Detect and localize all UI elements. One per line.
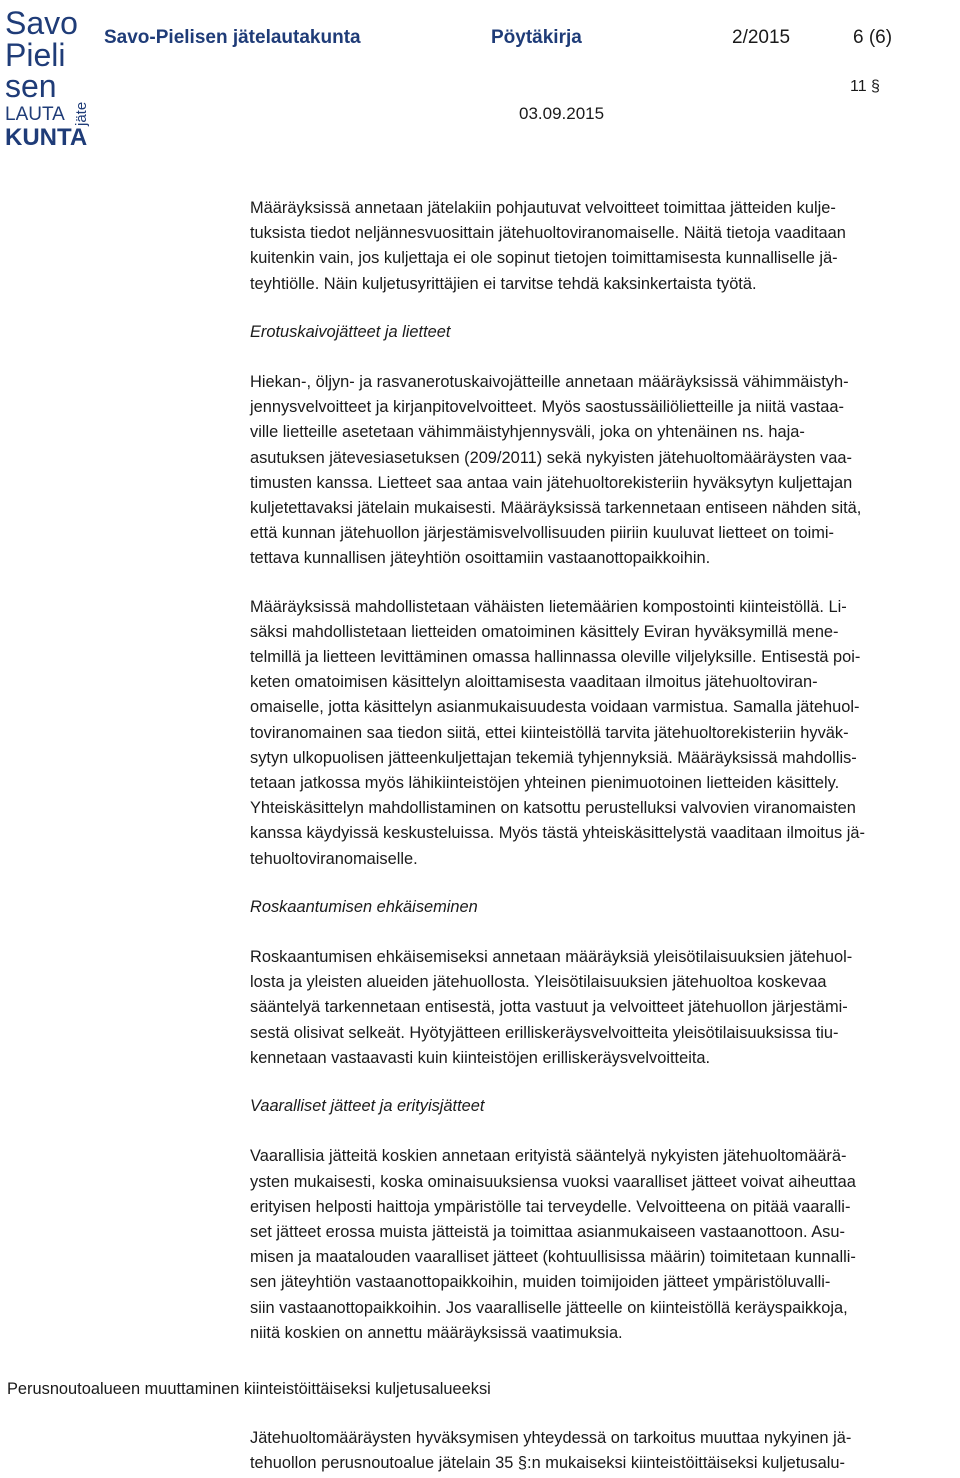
text-line: asutuksen jätevesiasetuksen (209/2011) sekä nykyisten jätehuoltomääräysten vaa- xyxy=(250,448,852,467)
text-line: tetaan jatkossa myös lähikiinteistöjen yhteinen pienimuotoinen lietteiden käsittely. xyxy=(250,774,840,793)
header-document-number: 2/2015 xyxy=(732,27,791,48)
paragraph-kompostointi xyxy=(250,595,953,872)
savo-pielisen-jate-logo xyxy=(4,4,90,150)
section-title-perusnoutoalue: Perusnoutoalueen muuttaminen kiinteistöittäiseksi kuljetusalueeksi xyxy=(7,1380,491,1398)
text-line: timusten kanssa. Lietteet saa antaa vain jätehuoltorekisteriin hyväksytyn kuljettajan xyxy=(250,473,853,492)
text-line: toviranomainen saa tiedon siitä, ettei kiinteistöllä tarvita jätehuoltorekisteriin hyväk- xyxy=(250,723,849,742)
heading-vaaralliset-jatteet: Vaaralliset jätteet ja erityisjätteet xyxy=(250,1097,485,1116)
paragraph-reporting xyxy=(250,196,953,297)
text-line: Vaarallisia jätteitä koskien annetaan erityistä sääntelyä nykyisten jätehuoltomäärä- xyxy=(250,1147,847,1166)
text-line: kuitenkin vain, jos kuljettaja ei ole sopinut tietojen toimittamisesta kunnalliselle jä- xyxy=(250,249,838,268)
text-line: sääntelyä tarkennetaan entisestä, jotta vastuut ja velvoitteet jätehuollon järjestämi- xyxy=(250,998,848,1017)
logo-line-pieli: Pieli xyxy=(5,37,66,73)
logo-line-jate: jäte xyxy=(73,101,90,126)
text-line: Roskaantumisen ehkäisemiseksi annetaan määräyksiä yleisötilaisuuksien jätehuol- xyxy=(250,948,853,967)
logo-line-lauta: LAUTA xyxy=(5,104,65,125)
document-body xyxy=(250,196,953,1369)
header-organization: Savo-Pielisen jätelautakunta xyxy=(104,27,361,48)
text-line: sytyn ulkopuolisen jätteenkuljettajan tekemiä tyhjennyksiä. Määräyksissä mahdollis- xyxy=(250,748,857,767)
text-line: teyhtiölle. Näin kuljetusyrittäjien ei tarvitse tehdä kaksinkertaista työtä. xyxy=(250,274,757,293)
logo-line-kunta: KUNTA xyxy=(5,124,88,150)
text-line: sen jäteyhtiön vastaanottopaikkoihin, muiden toimijoiden jätteet ympäristöluvalli- xyxy=(250,1273,831,1292)
header-date: 03.09.2015 xyxy=(519,104,605,123)
text-line: tehuollon perusnoutoalue jätelain 35 §:n mukaiseksi kiinteistöittäiseksi kuljetusalu- xyxy=(250,1454,845,1473)
header-page-number: 6 (6) xyxy=(853,27,893,48)
text-line: jennysvelvoitteet ja kirjanpitovelvoitteet. Myös saostussäiliölietteille ja niitä vastaa- xyxy=(250,398,844,417)
text-line: siin vastaanottopaikkoihin. Jos vaaralliselle jätteelle on kiinteistöllä keräyspaikkoja, xyxy=(250,1298,848,1317)
paragraph-vaaralliset-jatteet xyxy=(250,1144,953,1346)
heading-roskaantuminen: Roskaantumisen ehkäiseminen xyxy=(250,897,478,916)
text-line: Määräyksissä annetaan jätelakiin pohjautuvat velvoitteet toimittaa jätteiden kulje- xyxy=(250,199,836,217)
logo-line-sen: sen xyxy=(5,68,57,104)
text-line: misen ja maatalouden vaaralliset jätteet (kohtuullisissa määrin) toimitetaan kunnalli- xyxy=(250,1248,856,1267)
text-line: ysten mukaisesti, koska ominaisuuksiensa vuoksi vaaralliset jätteet voivat aiheuttaa xyxy=(250,1172,856,1191)
logo-line-savo: Savo xyxy=(5,5,78,41)
paragraph-perusnoutoalue xyxy=(250,1426,953,1476)
paragraph-roskaantuminen xyxy=(250,945,953,1071)
text-line: tuksista tiedot neljännesvuosittain jätehuoltoviranomaiselle. Näitä tietoja vaaditaan xyxy=(250,224,846,243)
text-line: kanssa käydyissä keskusteluissa. Myös tästä yhteiskäsittelystä vaaditaan ilmoitus jä- xyxy=(250,824,865,843)
text-line: tettava kunnallisen jäteyhtiön osoittamiin vastaanottopaikkoihin. xyxy=(250,549,711,568)
text-line: sestä olisivat selkeät. Hyötyjätteen erilliskeräysvelvoitteita yleisötilaisuuksissa tiu- xyxy=(250,1023,839,1042)
text-line: omaiselle, jotta käsittelyn asianmukaisuudesta voidaan varmistua. Samalla jätehuol- xyxy=(250,698,860,717)
text-line: säksi mahdollistetaan lietteiden omatoiminen käsittely Eviran hyväksymillä mene- xyxy=(250,622,839,641)
header-document-type: Pöytäkirja xyxy=(491,27,582,48)
text-line: Määräyksissä mahdollistetaan vähäisten lietemäärien kompostointi kiinteistöllä. Li- xyxy=(250,597,847,616)
text-line: set jätteet erossa muista jätteistä ja toimittaa asianmukaiseen vastaanottoon. Asu- xyxy=(250,1222,845,1241)
text-line: tehuoltoviranomaiselle. xyxy=(250,849,418,868)
header-section-number: 11 § xyxy=(850,78,880,95)
text-line: losta ja yleisten alueiden jätehuollosta. Yleisötilaisuuksien jätehuoltoa koskevaa xyxy=(250,973,827,992)
text-line: telmillä ja lietteen levittäminen omassa hallinnassa oleville viljelyksille. Entisestä poi- xyxy=(250,648,861,667)
text-line: keten omatoimisen käsittelyn aloittamisesta vaaditaan ilmoitus jätehuoltoviran- xyxy=(250,673,818,692)
text-line: erityisen helposti haittoja ympäristölle tai terveydelle. Velvoitteena on pitää vaaralli- xyxy=(250,1197,851,1216)
text-line: kennetaan vastaavasti kuin kiinteistöjen erilliskeräysvelvoitteita. xyxy=(250,1048,711,1067)
text-line: kuljetettavaksi jätelain mukaisesti. Määräyksissä tarkennetaan entiseen nähden sitä, xyxy=(250,499,862,518)
text-line: että kunnan jätehuollon järjestämisvelvollisuuden piiriin kuuluvat lietteet on toimi- xyxy=(250,524,835,543)
text-line: niitä koskien on annettu määräyksissä vaatimuksia. xyxy=(250,1323,623,1342)
text-line: Yhteiskäsittelyn mahdollistaminen on katsottu perustelluksi valvovien viranomaisten xyxy=(250,799,856,818)
heading-erotuskaivojatteet: Erotuskaivojätteet ja lietteet xyxy=(250,322,451,341)
paragraph-erotuskaivot xyxy=(250,370,953,572)
text-line: Hiekan-, öljyn- ja rasvanerotuskaivojätteille annetaan määräyksissä vähimmäistyh- xyxy=(250,373,849,392)
text-line: ville lietteille asetetaan vähimmäistyhjennysväli, joka on yhtenäinen ns. haja- xyxy=(250,423,805,442)
text-line: Jätehuoltomääräysten hyväksymisen yhteydessä on tarkoitus muuttaa nykyinen jä- xyxy=(250,1429,852,1447)
